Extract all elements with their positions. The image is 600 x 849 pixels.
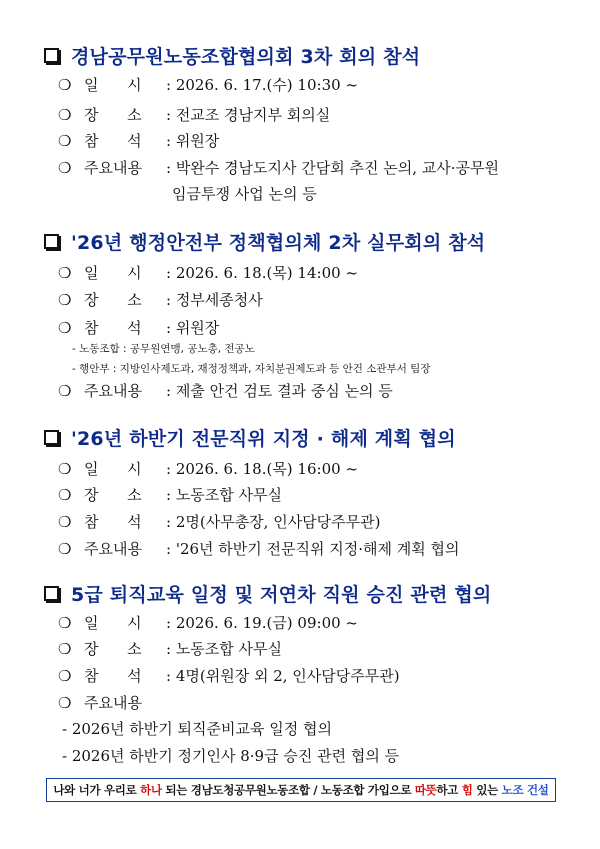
row-value: : 정부세종청사 [166, 291, 263, 309]
row-label: 주요내용 [84, 159, 142, 177]
continuation-text: 임금투쟁 사업 논의 등 [172, 185, 317, 203]
section-4-dash-item-retirement: - 2026년 하반기 퇴직준비교육 일정 협의 [62, 720, 332, 738]
circle-bullet-icon: ❍ [58, 486, 72, 504]
circle-bullet-icon: ❍ [58, 540, 72, 558]
section-1-continuation [172, 183, 317, 204]
checkbox-square-icon [44, 430, 59, 445]
section-1-row-place [58, 104, 330, 125]
section-4-title-text: 5급 퇴직교육 일정 및 저연차 직원 승진 관련 협의 [71, 584, 492, 606]
slogan-part: 하고 [436, 783, 462, 797]
section-4-row-content [58, 692, 166, 713]
row-label: 참 석 [84, 513, 142, 531]
section-1-row-attendee [58, 130, 219, 151]
row-value: : 위원장 [166, 319, 220, 337]
row-label: 참 석 [84, 319, 142, 337]
checkbox-square-icon [44, 48, 59, 63]
section-3-row-place [58, 484, 282, 505]
section-3-row-attendee [58, 511, 381, 532]
row-value: : 전교조 경남지부 회의실 [166, 106, 331, 124]
row-label: 주요내용 [84, 382, 142, 400]
row-label: 참 석 [84, 667, 142, 685]
slogan-part: 나와 너가 우리로 [53, 783, 141, 797]
section-4-row-place [58, 638, 282, 659]
circle-bullet-icon: ❍ [58, 667, 72, 685]
row-label: 일 시 [84, 264, 142, 282]
circle-bullet-icon: ❍ [58, 513, 72, 531]
row-value: : 2026. 6. 17.(수) 10:30 ~ [166, 76, 358, 94]
section-2-subnote-union: - 노동조합 : 공무원연맹, 공노총, 전공노 [72, 343, 255, 355]
slogan-highlight-red: 따뜻 [414, 783, 437, 797]
circle-bullet-icon: ❍ [58, 382, 72, 400]
section-4-row-date [58, 612, 358, 633]
slogan-highlight-blue: 노조 건설 [501, 783, 549, 797]
section-2-row-content [58, 380, 393, 401]
section-2-title [44, 228, 485, 255]
row-value: : 2026. 6. 18.(목) 14:00 ~ [166, 264, 358, 282]
row-label: 참 석 [84, 132, 142, 150]
row-label: 일 시 [84, 614, 142, 632]
row-label: 주요내용 [84, 540, 142, 558]
slogan-highlight-red: 하나 [140, 783, 162, 797]
section-2-row-date [58, 262, 358, 283]
circle-bullet-icon: ❍ [58, 640, 72, 658]
section-2-row-attendee [58, 317, 219, 338]
row-value: : 2026. 6. 19.(금) 09:00 ~ [166, 614, 358, 632]
circle-bullet-icon: ❍ [58, 694, 72, 712]
section-3-title [44, 424, 456, 451]
footer-slogan [46, 778, 556, 802]
row-label: 장 소 [84, 486, 142, 504]
checkbox-square-icon [44, 234, 59, 249]
slogan-highlight-red: 힘 [461, 783, 473, 797]
row-value: : 노동조합 사무실 [166, 640, 283, 658]
section-3-row-content [58, 538, 459, 559]
section-1-row-date [58, 74, 358, 95]
circle-bullet-icon: ❍ [58, 614, 72, 632]
circle-bullet-icon: ❍ [58, 132, 72, 150]
section-1-title [44, 42, 420, 69]
circle-bullet-icon: ❍ [58, 291, 72, 309]
row-value: : 4명(위원장 외 2, 인사담당주무관) [166, 667, 400, 685]
slogan-part: 있는 [472, 783, 502, 797]
row-label: 일 시 [84, 460, 142, 478]
circle-bullet-icon: ❍ [58, 159, 72, 177]
row-value: : 박완수 경남도지사 간담회 추진 논의, 교사·공무원 [166, 159, 500, 177]
section-4-row-attendee [58, 665, 400, 686]
row-value: : 노동조합 사무실 [166, 486, 283, 504]
row-value: : '26년 하반기 전문직위 지정·해제 계획 협의 [166, 540, 460, 558]
row-label: 장 소 [84, 106, 142, 124]
circle-bullet-icon: ❍ [58, 319, 72, 337]
row-label: 장 소 [84, 291, 142, 309]
section-4-title [44, 580, 491, 607]
row-value: : 2026. 6. 18.(목) 16:00 ~ [166, 460, 358, 478]
section-1-title-text: 경남공무원노동조합협의회 3차 회의 참석 [71, 46, 421, 68]
circle-bullet-icon: ❍ [58, 460, 72, 478]
section-3-title-text: '26년 하반기 전문직위 지정 · 해제 계획 협의 [71, 428, 456, 450]
section-4-dash-item-promotion: - 2026년 하반기 정기인사 8·9급 승진 관련 협의 등 [62, 747, 400, 765]
row-value: : 위원장 [166, 132, 220, 150]
circle-bullet-icon: ❍ [58, 76, 72, 94]
row-label: 일 시 [84, 76, 142, 94]
section-2-subnote-ministry: - 행안부 : 지방인사제도과, 재정정책과, 자치분권제도과 등 안건 소관부서 팀장 [72, 363, 431, 375]
section-3-row-date [58, 458, 358, 479]
section-2-title-text: '26년 행정안전부 정책협의체 2차 실무회의 참석 [71, 232, 486, 254]
circle-bullet-icon: ❍ [58, 264, 72, 282]
circle-bullet-icon: ❍ [58, 106, 72, 124]
row-value: : 2명(사무총장, 인사담당주무관) [166, 513, 381, 531]
slogan-part: 되는 경남도청공무원노동조합 / 노동조합 가입으로 [161, 783, 415, 797]
row-label: 주요내용 [84, 694, 142, 712]
checkbox-square-icon [44, 586, 59, 601]
row-value: : 제출 안건 검토 결과 중심 논의 등 [166, 382, 393, 400]
section-1-row-content [58, 157, 499, 178]
section-2-row-place [58, 289, 263, 310]
row-label: 장 소 [84, 640, 142, 658]
